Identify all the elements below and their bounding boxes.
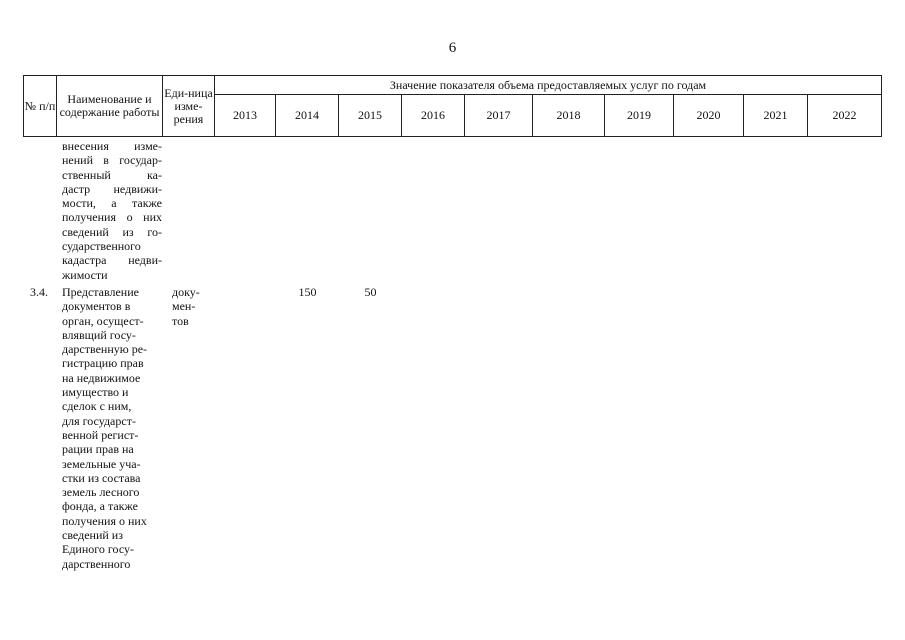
table-header [23,75,882,137]
row-number-3-4: 3.4. [30,285,48,299]
text-line: тов [172,313,189,328]
row-3-4-value-2014: 150 [298,285,317,299]
text-line: фонда, а также [62,499,138,514]
header-year-2020: 2020 [674,95,744,137]
text-line: венной регист- [62,427,139,442]
text-line: ственный ка- [62,167,162,182]
text-line: получения о них [62,210,162,225]
row-3-4-name-cell [62,285,162,571]
continuation-name-cell [62,139,162,282]
text-line: стки из состава [62,470,141,485]
text-line: Представление [62,285,139,299]
text-line: кадастра недви- [62,253,162,268]
header-group: Значение показателя объема предоставляемых услуг по годам [215,76,882,95]
header-num: № п/п [24,76,57,137]
text-line: мен- [172,299,196,314]
row-3-4-value-2015: 50 [364,285,377,299]
header-year-2022: 2022 [808,95,882,137]
text-line: дарственную ре- [62,342,148,357]
text-line: жимости [62,267,108,282]
header-year-2014: 2014 [276,95,339,137]
header-year-2021: 2021 [744,95,808,137]
text-line: сударственного [62,239,141,254]
text-line: мости, а также [62,196,162,211]
text-line: дарственного [62,556,131,571]
text-line: имущество и [62,385,129,400]
text-line: получения о них [62,513,147,528]
page-number: 6 [448,40,457,56]
header-year-2016: 2016 [402,95,465,137]
text-line: дастр недвижи- [62,181,162,196]
text-line: сделок с ним, [62,399,132,414]
row-3-4-unit-cell [172,285,206,328]
text-line: рации прав на [62,442,134,457]
text-line: сведений из го- [62,224,162,239]
text-line: нений в государ- [62,153,162,168]
text-line: земель лесного [62,485,140,500]
header-year-2018: 2018 [533,95,605,137]
header-name: Наименование и содержание работы [57,76,163,137]
text-line: гистрацию прав [62,356,144,371]
header-unit: Еди-ница изме-рения [163,76,215,137]
text-line: влявщий госу- [62,327,136,342]
text-line: Единого госу- [62,542,134,557]
header-year-2019: 2019 [605,95,674,137]
text-line: на недвижимое [62,370,141,385]
text-line: сведений из [62,528,123,543]
text-line: внесения изме- [62,139,162,153]
text-line: для государст- [62,413,136,428]
header-year-2015: 2015 [339,95,402,137]
header-year-2013: 2013 [215,95,276,137]
text-line: орган, осущест- [62,313,144,328]
text-line: земельные уча- [62,456,141,471]
text-line: доку- [172,285,200,299]
text-line: документов в [62,299,131,314]
header-year-2017: 2017 [465,95,533,137]
